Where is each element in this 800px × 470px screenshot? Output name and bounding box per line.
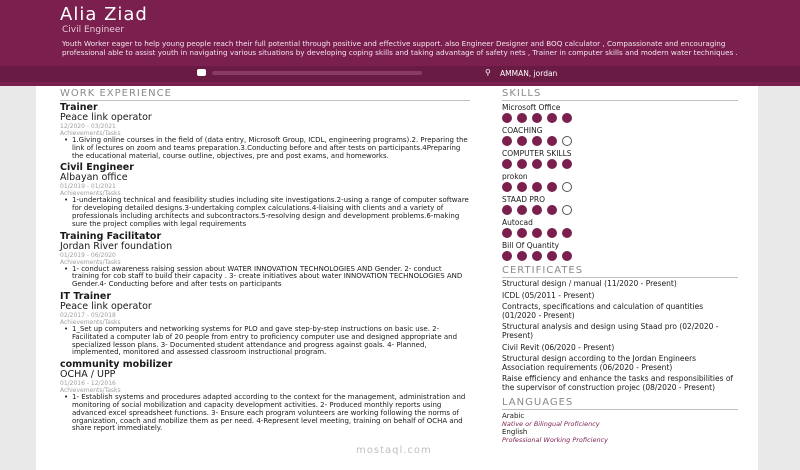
language-item bbox=[502, 428, 738, 444]
filled-dot bbox=[517, 159, 527, 169]
certificate-item: Structural design according to the Jordan Engineers Association requirements (06/2020 - Present) bbox=[502, 354, 697, 372]
filled-dot bbox=[532, 113, 542, 123]
skill-name: STAAD PRO bbox=[502, 195, 546, 204]
filled-dot bbox=[532, 205, 542, 215]
filled-dot bbox=[532, 182, 542, 192]
filled-dot bbox=[532, 159, 542, 169]
filled-dot bbox=[502, 136, 512, 146]
filled-dot bbox=[532, 228, 542, 238]
job-title: community mobilizer bbox=[60, 359, 173, 371]
filled-dot bbox=[517, 113, 527, 123]
candidate-role: Civil Engineer bbox=[62, 25, 125, 35]
language-item bbox=[502, 412, 738, 428]
job-company: OCHA / UPP bbox=[60, 369, 116, 381]
language-level: Native or Bilingual Proficiency bbox=[502, 419, 600, 428]
candidate-name: Alia Ziad bbox=[60, 4, 148, 25]
filled-dot bbox=[517, 205, 527, 215]
skill-name: COMPUTER SKILLS bbox=[502, 149, 572, 158]
certificate-item: Raise efficiency and enhance the tasks and responsibilities of the supervisor of construction projec (08/2020 - Present) bbox=[502, 374, 734, 392]
filled-dot bbox=[517, 251, 527, 261]
left-margin-band bbox=[0, 86, 36, 470]
job-description: • 1- Establish systems and procedures adapted according to the context for the management, administration and monitoring of social mobilization and capacity development activities. 2- Produced monthly reports using advanced excel spreadsheet functions. 3- Ensure each program volunteers are working following the norms of organization, coach and mobilize them as per need. 4-Represent level meeting, training on behalf of OCHA and share report immediately. bbox=[60, 394, 470, 433]
job-title: Training Facilitator bbox=[60, 230, 162, 242]
filled-dot bbox=[562, 113, 572, 123]
filled-dot bbox=[547, 228, 557, 238]
skill-name: Bill Of Quantity bbox=[502, 241, 560, 250]
language-name: Arabic bbox=[502, 411, 525, 420]
achievements-label: Achievements/Tasks bbox=[60, 190, 121, 198]
skill-level-dots bbox=[502, 159, 738, 169]
filled-dot bbox=[562, 159, 572, 169]
skill-name: prokon bbox=[502, 172, 528, 181]
filled-dot bbox=[547, 205, 557, 215]
language-name: English bbox=[502, 427, 528, 436]
filled-dot bbox=[562, 251, 572, 261]
filled-dot bbox=[502, 228, 512, 238]
contact-bar bbox=[0, 66, 800, 82]
filled-dot bbox=[562, 228, 572, 238]
work-experience-section bbox=[60, 88, 470, 436]
achievements-label: Achievements/Tasks bbox=[60, 318, 121, 326]
skill-name: Autocad bbox=[502, 218, 533, 227]
redacted-contact bbox=[212, 71, 422, 75]
filled-dot bbox=[502, 251, 512, 261]
skill-level-dots bbox=[502, 182, 738, 192]
empty-dot bbox=[562, 205, 572, 215]
certificate-item: ICDL (05/2011 - Present) bbox=[502, 290, 595, 300]
certificate-item: Structural analysis and design using Staad pro (02/2020 - Present) bbox=[502, 322, 719, 340]
skill-name: COACHING bbox=[502, 126, 543, 135]
certificate-list bbox=[502, 280, 738, 393]
right-margin-band bbox=[758, 86, 800, 470]
job-title: Civil Engineer bbox=[60, 162, 134, 174]
empty-dot bbox=[562, 136, 572, 146]
filled-dot bbox=[547, 113, 557, 123]
job-description: • 1.Giving online courses in the field of (data entry, Microsoft Group, ICDL, engineering programs).2. Preparing the link of lectures on zoom and teams preparation.3.Conducting before and after tests on participants.4Preparing the educational material, course outline, objectives, pre and post exams, and homeworks. bbox=[60, 137, 470, 160]
skill-level-dots bbox=[502, 205, 738, 215]
filled-dot bbox=[517, 136, 527, 146]
job-entry bbox=[60, 103, 470, 160]
job-entry bbox=[60, 292, 470, 357]
filled-dot bbox=[517, 228, 527, 238]
filled-dot bbox=[547, 251, 557, 261]
certificate-item: Contracts, specifications and calculation of quantities (01/2020 - Present) bbox=[502, 302, 704, 320]
job-dates: 01/2019 - 06/2020 bbox=[60, 251, 116, 259]
job-description: • 1-undertaking technical and feasibility studies including site investigations.2-using a range of computer software for developing detailed designs.3-undertaking complex calculations.4-liaising with clients and a variety of professionals including architects and subcontractors.5-resolving design and development problems.6-making sure the project complies with legal requirements bbox=[60, 197, 470, 228]
language-list bbox=[502, 412, 738, 444]
location-text: AMMAN, jordan bbox=[500, 69, 558, 78]
job-dates: 01/2019 - 01/2021 bbox=[60, 183, 116, 191]
skill-level-dots bbox=[502, 251, 738, 261]
filled-dot bbox=[547, 136, 557, 146]
profile-summary: Youth Worker eager to help young people reach their full potential through positive and effective support. also Engineer Designer and BOQ calculator , Compassionate and encouraging professional able to assist youth in navigating various situations by developing coping skills and taking advantage of safety nets , Trainer in computer skills and modern water techniques . bbox=[62, 39, 738, 57]
achievements-label: Achievements/Tasks bbox=[60, 387, 121, 395]
filled-dot bbox=[517, 182, 527, 192]
email-icon bbox=[197, 69, 206, 76]
skill-name: Microsoft Office bbox=[502, 103, 561, 112]
filled-dot bbox=[502, 182, 512, 192]
filled-dot bbox=[502, 113, 512, 123]
location-pin-icon: ⚲ bbox=[485, 68, 491, 77]
filled-dot bbox=[532, 251, 542, 261]
job-entry bbox=[60, 360, 470, 433]
section-title-certificates: CERTIFICATES bbox=[502, 265, 738, 278]
section-title-work: WORK EXPERIENCE bbox=[60, 88, 470, 101]
job-entry bbox=[60, 163, 470, 228]
section-title-languages: LANGUAGES bbox=[502, 397, 738, 410]
skill-level-dots bbox=[502, 136, 738, 146]
filled-dot bbox=[547, 159, 557, 169]
filled-dot bbox=[502, 205, 512, 215]
filled-dot bbox=[532, 136, 542, 146]
section-title-skills: SKILLS bbox=[502, 88, 738, 101]
job-dates: 12/2020 - 03/2021 bbox=[60, 123, 116, 130]
skill-list bbox=[502, 103, 738, 261]
job-company: Albayan office bbox=[60, 172, 128, 184]
job-dates: 01/2016 - 12/2016 bbox=[60, 380, 116, 388]
achievements-label: Achievements/Tasks bbox=[60, 258, 121, 266]
achievements-label: Achievements/Tasks bbox=[60, 130, 121, 137]
skill-level-dots bbox=[502, 113, 738, 123]
job-dates: 02/2017 - 05/2018 bbox=[60, 311, 116, 319]
empty-dot bbox=[562, 182, 572, 192]
certificate-item: Structural design / manual (11/2020 - Present) bbox=[502, 279, 677, 288]
watermark: mostaql.com bbox=[356, 445, 432, 456]
skill-level-dots bbox=[502, 228, 738, 238]
filled-dot bbox=[547, 182, 557, 192]
job-list bbox=[60, 103, 470, 433]
language-level: Professional Working Proficiency bbox=[502, 435, 609, 444]
certificate-item: Civil Revit (06/2020 - Present) bbox=[502, 342, 615, 352]
filled-dot bbox=[502, 159, 512, 169]
job-entry bbox=[60, 232, 470, 289]
job-company: Peace link operator bbox=[60, 112, 152, 123]
job-company: Peace link operator bbox=[60, 300, 152, 312]
job-description: • 1_Set up computers and networking systems for PLO and gave step-by-step instructions on basic use. 2- Facilitated a computer lab of 20 people from entry to proficiency computer use and designed appropriate and specialized lesson plans. 3- Documented student attendance and progress against goals. 4- Planned, implemented, monitored and assessed classroom instructional program. bbox=[60, 326, 470, 357]
job-title: IT Trainer bbox=[60, 290, 112, 302]
job-description: • 1- conduct awareness raising session about WATER INNOVATION TECHNOLOGIES AND Gender. 2- conduct training for cob staff to build their capacity . 3- create initiatives about water INNOVATION TECHNOLOGIES AND Gender.4- Conducting before and after tests on participants bbox=[60, 266, 470, 289]
job-company: Jordan River foundation bbox=[60, 240, 173, 252]
job-title: Trainer bbox=[60, 102, 98, 113]
sidebar-column bbox=[502, 88, 738, 444]
